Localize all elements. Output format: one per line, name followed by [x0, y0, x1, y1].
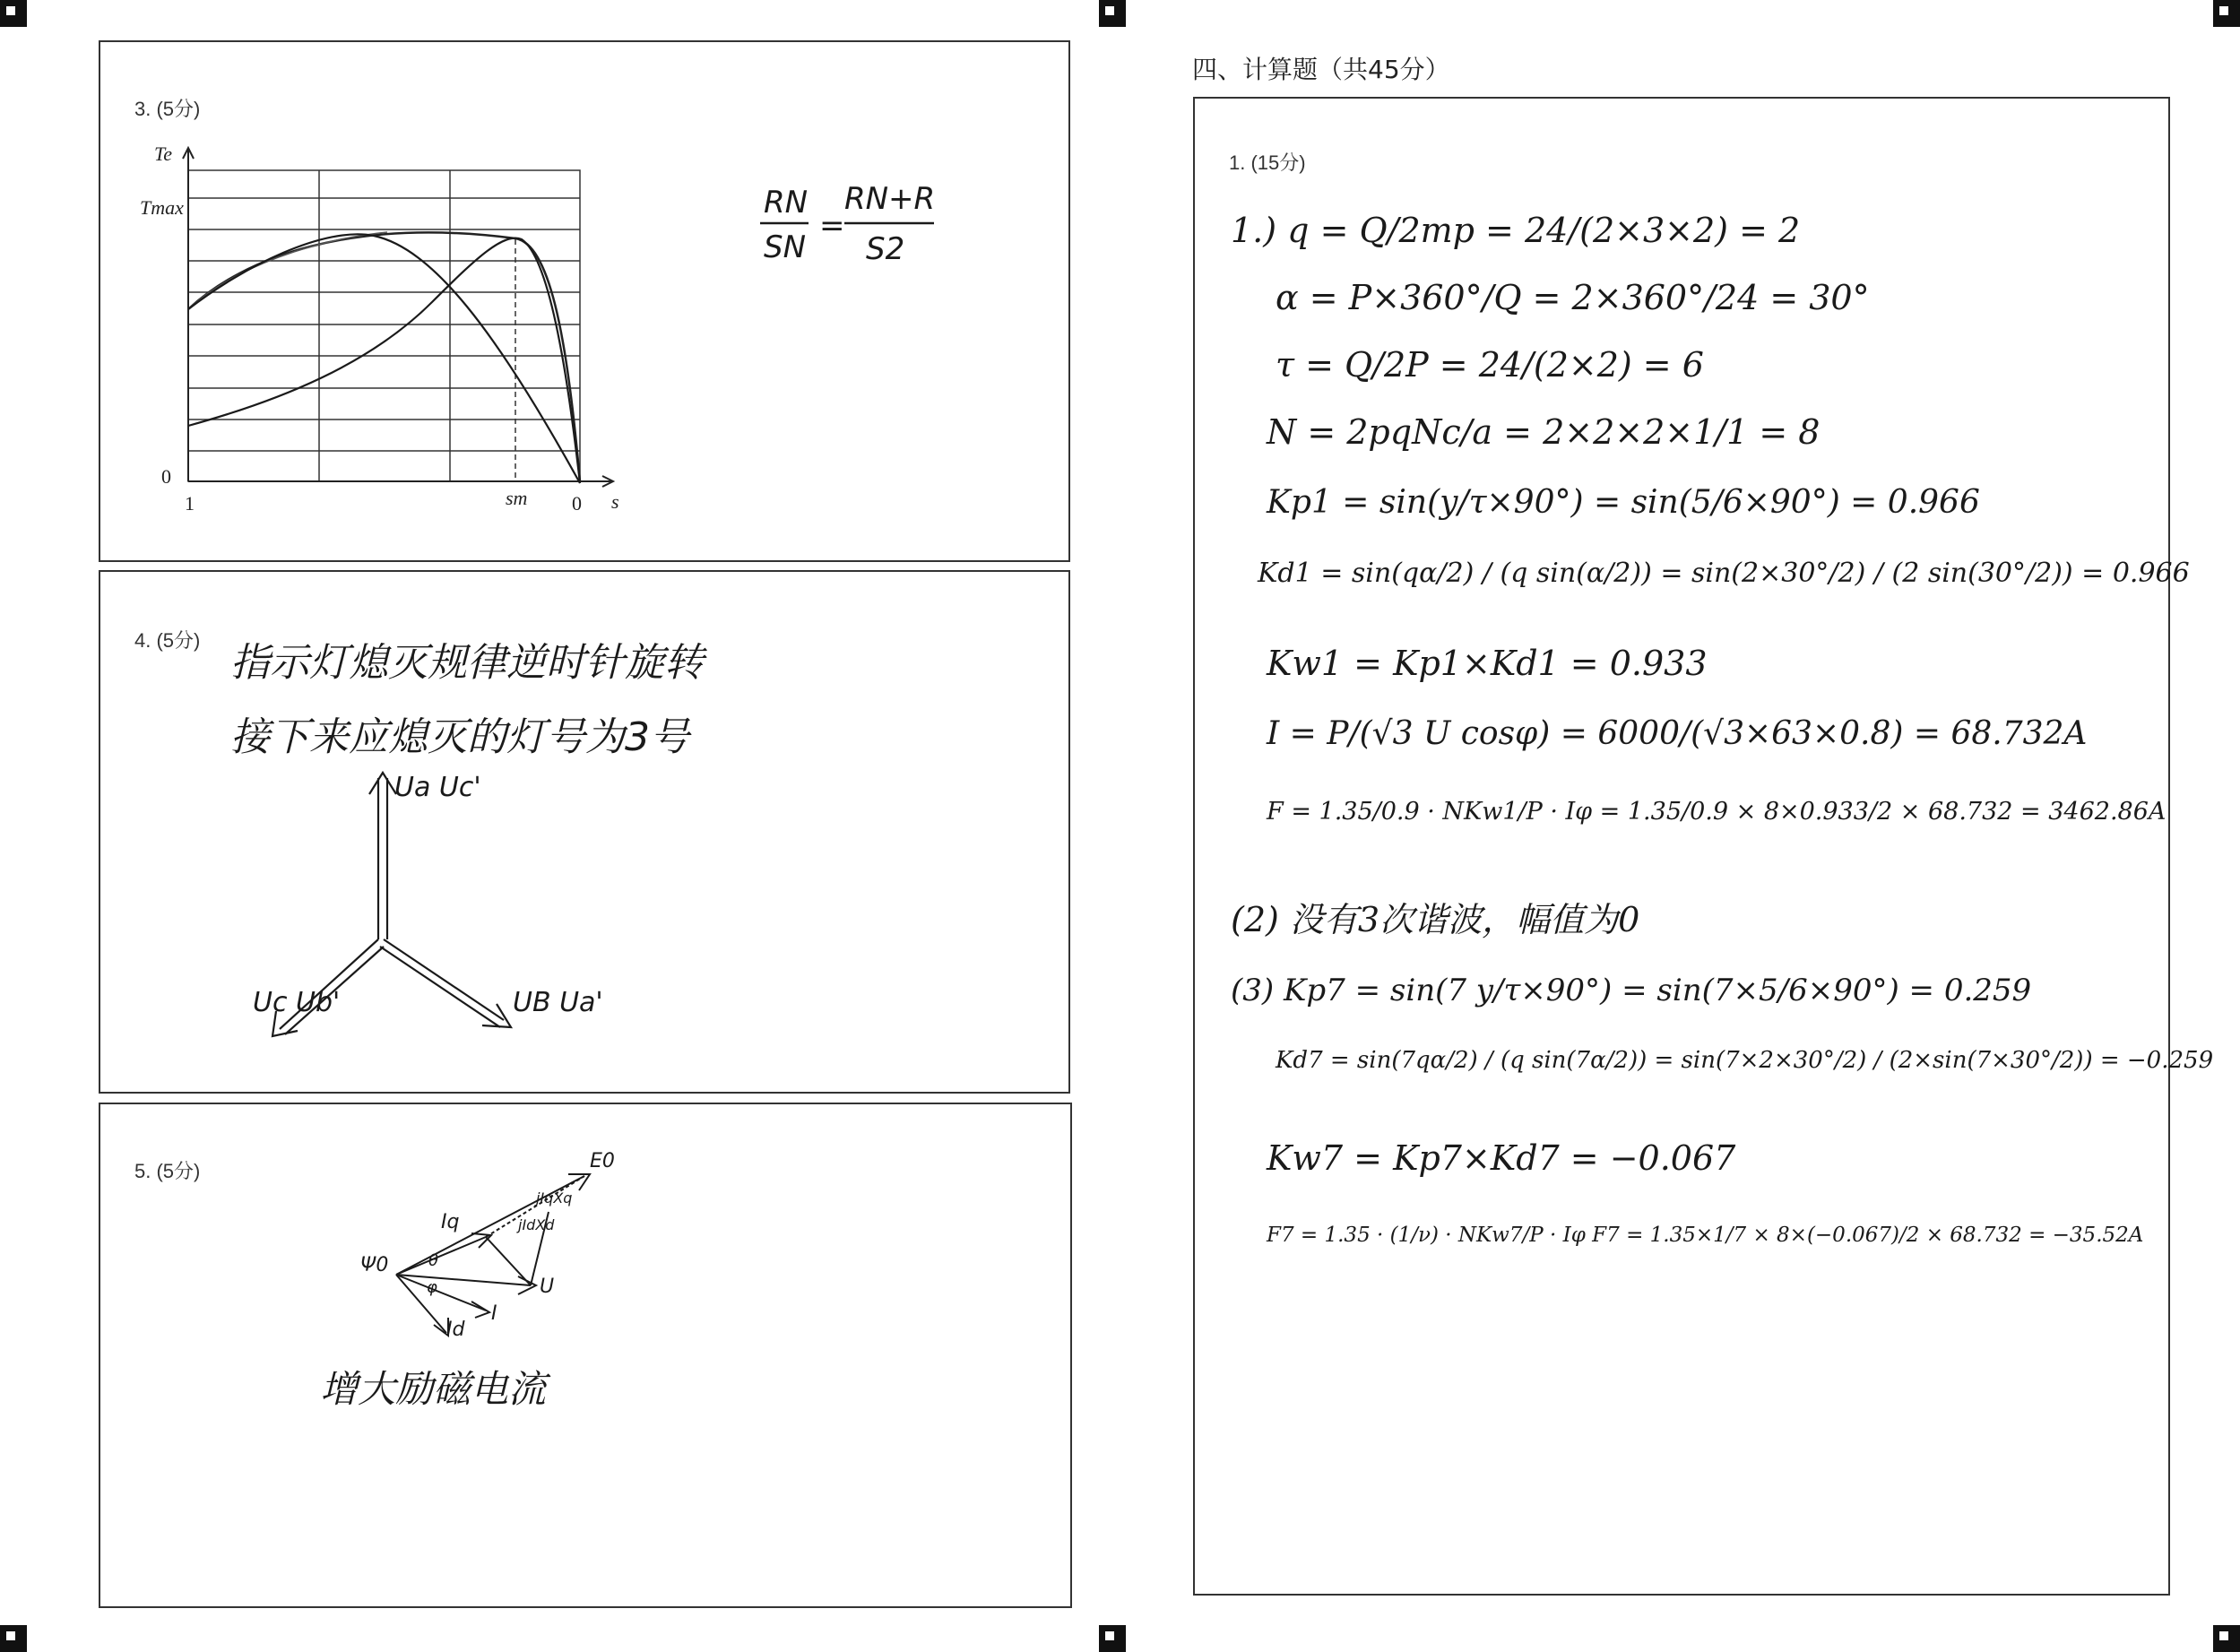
iq-phasor: [396, 1237, 486, 1275]
y-axis-label: Te: [154, 143, 172, 165]
calc-line-n: N = 2pqNc/a = 2×2×2×1/1 = 8: [1267, 412, 1821, 452]
question-5-box: [99, 1103, 1072, 1608]
x-left-label: 1: [185, 492, 195, 515]
generator-phasor-diagram: [360, 1131, 647, 1341]
question-4-label: 4. (5分): [134, 629, 201, 652]
label-phi: φ: [427, 1278, 437, 1297]
label-theta: θ: [428, 1251, 439, 1270]
q5-answer: 增大励磁电流: [320, 1367, 547, 1411]
formula-lhs-num: RN: [764, 185, 809, 221]
question-4-box: [99, 570, 1070, 1094]
calc-line-kw7: Kw7 = Kp7×Kd7 = −0.067: [1267, 1138, 1736, 1178]
calc-line-tau: τ = Q/2P = 24/(2×2) = 6: [1276, 345, 1704, 385]
calc-line-alpha: α = P×360°/Q = 2×360°/24 = 30°: [1276, 278, 1870, 317]
calc-line-kd7: Kd7 = sin(7qα/2) / (q sin(7α/2)) = sin(7×2×30°/2) / (2×sin(7×30°/2)) = −0.259: [1276, 1047, 2214, 1074]
label-iq: Iq: [441, 1211, 460, 1233]
corner-marker-tr: [2213, 0, 2240, 27]
calc-line-kp1: Kp1 = sin(y/τ×90°) = sin(5/6×90°) = 0.966: [1267, 484, 1980, 521]
label-jiqxq: jIqXq: [536, 1189, 573, 1207]
corner-marker-tm: [1099, 0, 1126, 27]
question-1-box: [1193, 97, 2214, 1596]
svg-text:=: =: [819, 208, 845, 244]
y-zero-label: 0: [161, 465, 171, 488]
ratio-formula: [755, 177, 952, 275]
calc-line-current: I = P/(√3 U cosφ) = 6000/(√3×63×0.8) = 68.732A: [1267, 715, 2088, 752]
calc-line-f7: F7 = 1.35 · (1/ν) · NKw7/P · Iφ F7 = 1.35×1/7 × 8×(−0.067)/2 × 68.732 = −35.52A: [1267, 1224, 2144, 1247]
phasor-label-top: Ua Uc': [394, 772, 481, 803]
calc-line-kd1: Kd1 = sin(qα/2) / (q sin(α/2)) = sin(2×30°/2) / (2 sin(30°/2)) = 0.966: [1258, 558, 2190, 589]
corner-marker-tl: [0, 0, 27, 27]
label-e0: E0: [590, 1150, 615, 1172]
x-sm-label: sm: [506, 487, 528, 509]
jidxd-drop: [486, 1237, 531, 1285]
hand-curve-lower: [188, 238, 580, 483]
chart-frame: [188, 170, 580, 481]
torque-slip-chart: [136, 132, 674, 526]
corner-marker-bm: [1099, 1625, 1126, 1652]
answer-line-2: 接下来应熄灭的灯号为3号: [230, 714, 689, 760]
x-axis-label: s: [611, 490, 619, 513]
question-1-label: 1. (15分): [1229, 151, 1306, 174]
label-u: U: [540, 1276, 555, 1298]
calc-line-part2: (2) 没有3次谐波，幅值为0: [1231, 900, 1640, 939]
calc-line-kp7: (3) Kp7 = sin(7 y/τ×90°) = sin(7×5/6×90°) = 0.259: [1231, 973, 2032, 1008]
question-3-label: 3. (5分): [134, 98, 201, 120]
label-jidxd: jIdXd: [518, 1216, 555, 1233]
phasor-star-diagram: [217, 769, 665, 1056]
question-3-box: [99, 40, 1070, 562]
section-title: 四、计算题（共45分）: [1192, 55, 1450, 84]
phasor-label-right: UB Ua': [513, 987, 603, 1018]
calc-line-f: F = 1.35/0.9 · NKw1/P · Iφ = 1.35/0.9 × 8×0.933/2 × 68.732 = 3462.86A: [1267, 798, 2166, 826]
formula-rhs-den: S2: [866, 231, 905, 267]
formula-rhs-num: RN+R: [844, 181, 936, 217]
label-i: I: [491, 1302, 497, 1325]
hand-curve-upper: [188, 234, 580, 483]
label-id: Id: [446, 1319, 465, 1341]
corner-marker-bl: [0, 1625, 27, 1652]
calc-line-q: 1.) q = Q/2mp = 24/(2×3×2) = 2: [1231, 211, 1801, 250]
label-psi0: Ψ0: [360, 1254, 389, 1276]
printed-curve-2: [188, 232, 387, 309]
y-max-label: Tmax: [140, 196, 184, 219]
question-5-label: 5. (5分): [134, 1160, 201, 1182]
calc-line-kw1: Kw1 = Kp1×Kd1 = 0.933: [1267, 644, 1708, 683]
corner-marker-br: [2213, 1625, 2240, 1652]
x-zero-label: 0: [572, 492, 582, 515]
u-phasor: [396, 1275, 531, 1285]
answer-line-1: 指示灯熄灭规律逆时针旋转: [230, 640, 704, 686]
formula-lhs-den: SN: [764, 229, 807, 265]
phasor-label-left: Uc Ub': [253, 987, 341, 1018]
id-phasor: [396, 1275, 446, 1333]
